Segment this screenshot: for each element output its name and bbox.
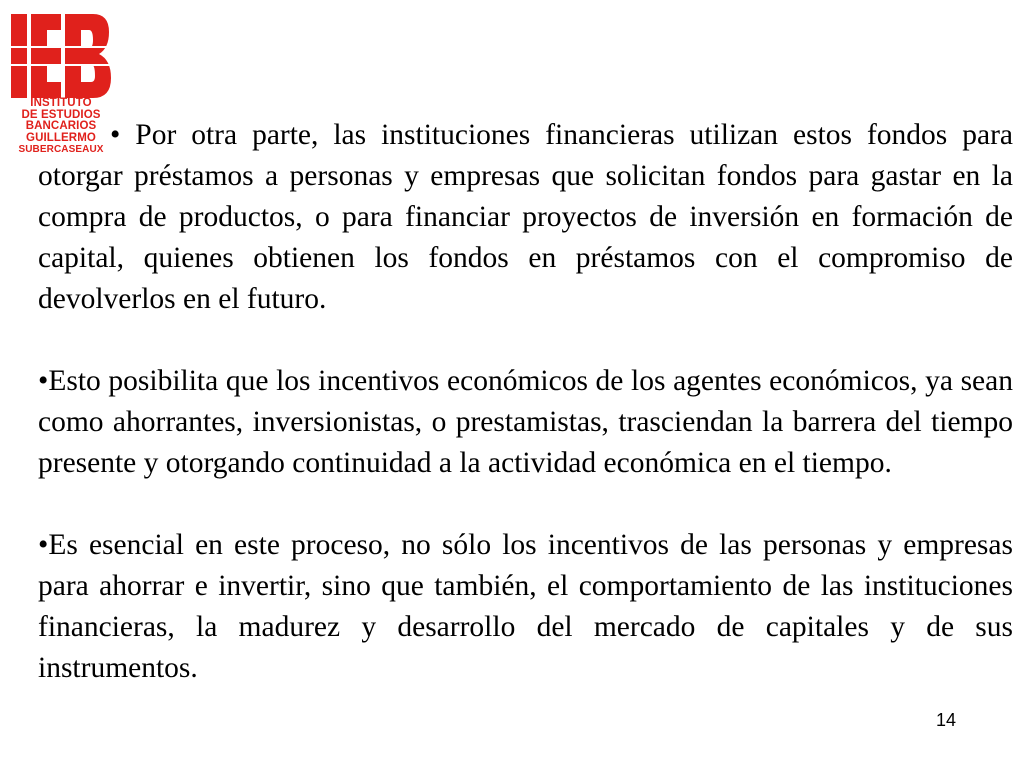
- logo-line-2: DE ESTUDIOS: [21, 108, 101, 121]
- logo-line-1: INSTITUTO: [30, 97, 92, 109]
- ieb-logo-icon: [11, 14, 111, 98]
- logo-line-5: SUBERCASEAUX: [18, 144, 104, 155]
- paragraph-3: •Es esencial en este proceso, no sólo los incentivos de las personas y empresas para ahorrar e invertir, sino que también, el comportamiento de las instituciones financieras, la madurez y desarrollo del mercado de capitales y de sus instrumentos.: [38, 529, 1013, 684]
- logo-line-3: BANCARIOS: [25, 120, 97, 132]
- slide-body: [38, 115, 1013, 730]
- paragraph-1: • Por otra parte, las instituciones financieras utilizan estos fondos para otorgar préstamos a personas y empresas que solicitan fondos para gastar en la compra de productos, o para financiar proyectos de inversión en formación de capital, quienes obtienen los fondos en préstamos con el compromiso de devolverlos en el futuro.: [38, 119, 1013, 315]
- paragraph-2: •Esto posibilita que los incentivos económicos de los agentes económicos, ya sean como ahorrantes, inversionistas, o prestamistas, trasciendan la barrera del tiempo presente y otorgando continuidad a la actividad económica en el tiempo.: [38, 365, 1013, 479]
- page-number: 14: [936, 710, 957, 730]
- logo-line-4: GUILLERMO: [26, 131, 96, 144]
